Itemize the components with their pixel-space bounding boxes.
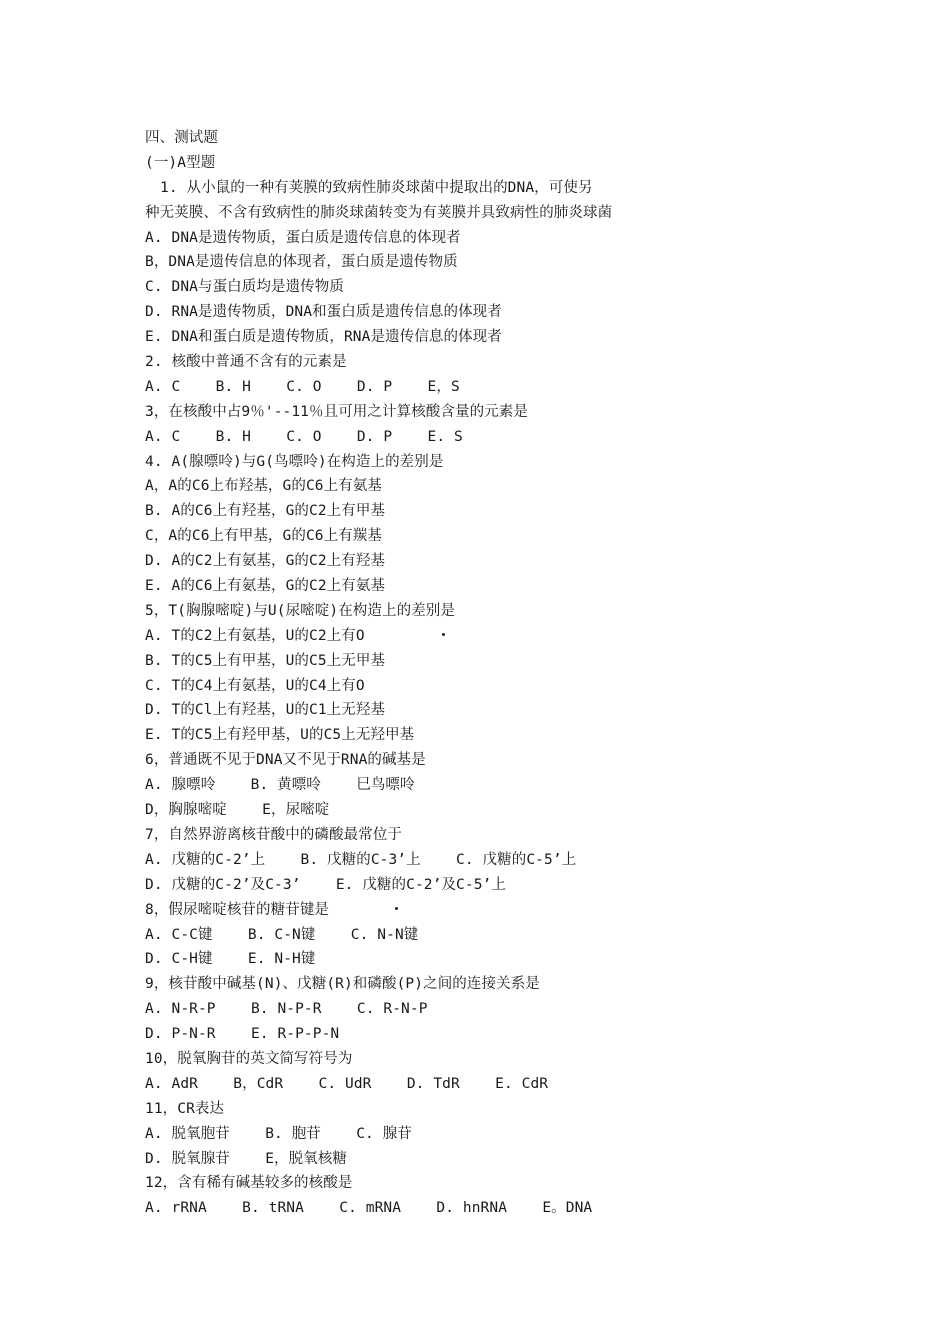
question-4-option-d: D. A的C2上有氨基，G的C2上有羟基: [145, 553, 386, 570]
question-11-options-row-1: A. 脱氧胞苷 B. 胞苷 C. 腺苷: [145, 1125, 412, 1142]
question-6-stem: 6，普通既不见于DNA又不见于RNA的碱基是: [145, 752, 426, 769]
subsection-heading: (一)A型题: [145, 154, 216, 171]
question-3-stem: 3，在核酸中占9％'--11％且可用之计算核酸含量的元素是: [145, 403, 529, 420]
question-8-options-row-2: D. C-H键 E. N-H键: [145, 951, 316, 968]
question-6-options-row-2: D，胸腺嘧啶 E，尿嘧啶: [145, 802, 330, 819]
question-1-option-d: D. RNA是遗传物质，DNA和蛋白质是遗传信息的体现者: [145, 304, 502, 321]
question-12-stem: 12，含有稀有碱基较多的核酸是: [145, 1175, 353, 1192]
question-8-options-row-1: A. C-C键 B. C-N键 C. N-N键: [145, 926, 419, 943]
question-12-options: A. rRNA B. tRNA C. mRNA D. hnRNA E。DNA: [145, 1200, 593, 1217]
section-heading: 四、测试题: [145, 130, 218, 146]
question-9-options-row-1: A. N-R-P B. N-P-R C. R-N-P: [145, 1001, 428, 1018]
question-5-stem: 5，T(胸腺嘧啶)与U(尿嘧啶)在构造上的差别是: [145, 602, 456, 619]
question-1-stem: 1. 从小鼠的一种有荚膜的致病性肺炎球菌中提取出的DNA，可使另: [160, 179, 593, 196]
question-4-option-c: C，A的C6上有甲基，G的C6上有羰基: [145, 528, 383, 545]
question-1-option-c: C. DNA与蛋白质均是遗传物质: [145, 279, 344, 296]
question-7-options-row-1: A. 戊糖的C-2’上 B. 戊糖的C-3’上 C. 戊糖的C-5’上: [145, 851, 577, 868]
question-10-options: A. AdR B，CdR C. UdR D. TdR E. CdR: [145, 1075, 549, 1092]
question-4-option-e: E. A的C6上有氨基，G的C2上有氨基: [145, 578, 386, 595]
question-5-option-e: E. T的C5上有羟甲基，U的C5上无羟甲基: [145, 727, 415, 744]
question-1-stem-cont: 种无荚膜、不含有致病性的肺炎球菌转变为有荚膜并具致病性的肺炎球菌: [145, 204, 613, 221]
question-5-option-d: D. T的Cl上有羟基，U的C1上无羟基: [145, 702, 386, 719]
question-7-options-row-2: D. 戊糖的C-2’及C-3’ E. 戊糖的C-2’及C-5’上: [145, 876, 506, 893]
stray-dot-mark: [442, 633, 445, 636]
question-1-option-b: B，DNA是遗传信息的体现者，蛋白质是遗传物质: [145, 254, 458, 271]
stray-dot-mark: [395, 907, 398, 910]
question-10-stem: 10，脱氧胸苷的英文简写符号为: [145, 1050, 353, 1067]
question-2-options: A. C B. H C. O D. P E，S: [145, 378, 460, 395]
question-9-options-row-2: D. P-N-R E. R-P-P-N: [145, 1026, 340, 1043]
question-4-stem: 4. A(腺嘌呤)与G(鸟嘌呤)在构造上的差别是: [145, 453, 444, 470]
question-9-stem: 9，核苷酸中碱基(N)、戊糖(R)和磷酸(P)之间的连接关系是: [145, 976, 540, 993]
question-7-stem: 7，自然界游离核苷酸中的磷酸最常位于: [145, 826, 403, 843]
question-8-stem: 8，假尿嘧啶核苷的糖苷键是: [145, 901, 330, 918]
question-5-option-b: B. T的C5上有甲基，U的C5上无甲基: [145, 652, 386, 669]
question-1-option-a: A. DNA是遗传物质，蛋白质是遗传信息的体现者: [145, 229, 461, 246]
question-text: [145, 126, 705, 1221]
question-5-option-c: C. T的C4上有氨基，U的C4上有O: [145, 677, 365, 694]
question-3-options: A. C B. H C. O D. P E. S: [145, 428, 463, 445]
question-2-stem: 2. 核酸中普通不含有的元素是: [145, 354, 347, 371]
question-4-option-b: B. A的C6上有羟基，G的C2上有甲基: [145, 503, 386, 520]
question-11-stem: 11，CR表达: [145, 1100, 225, 1117]
question-11-options-row-2: D. 脱氧腺苷 E，脱氧核糖: [145, 1150, 348, 1167]
question-6-options-row-1: A. 腺嘌呤 B. 黄嘌呤 巳鸟嘌呤: [145, 777, 415, 794]
question-4-option-a: A，A的C6上布羟基，G的C6上有氨基: [145, 478, 383, 495]
question-5-option-a: A. T的C2上有氨基，U的C2上有O: [145, 627, 365, 644]
question-1-option-e: E. DNA和蛋白质是遗传物质，RNA是遗传信息的体现者: [145, 329, 502, 346]
